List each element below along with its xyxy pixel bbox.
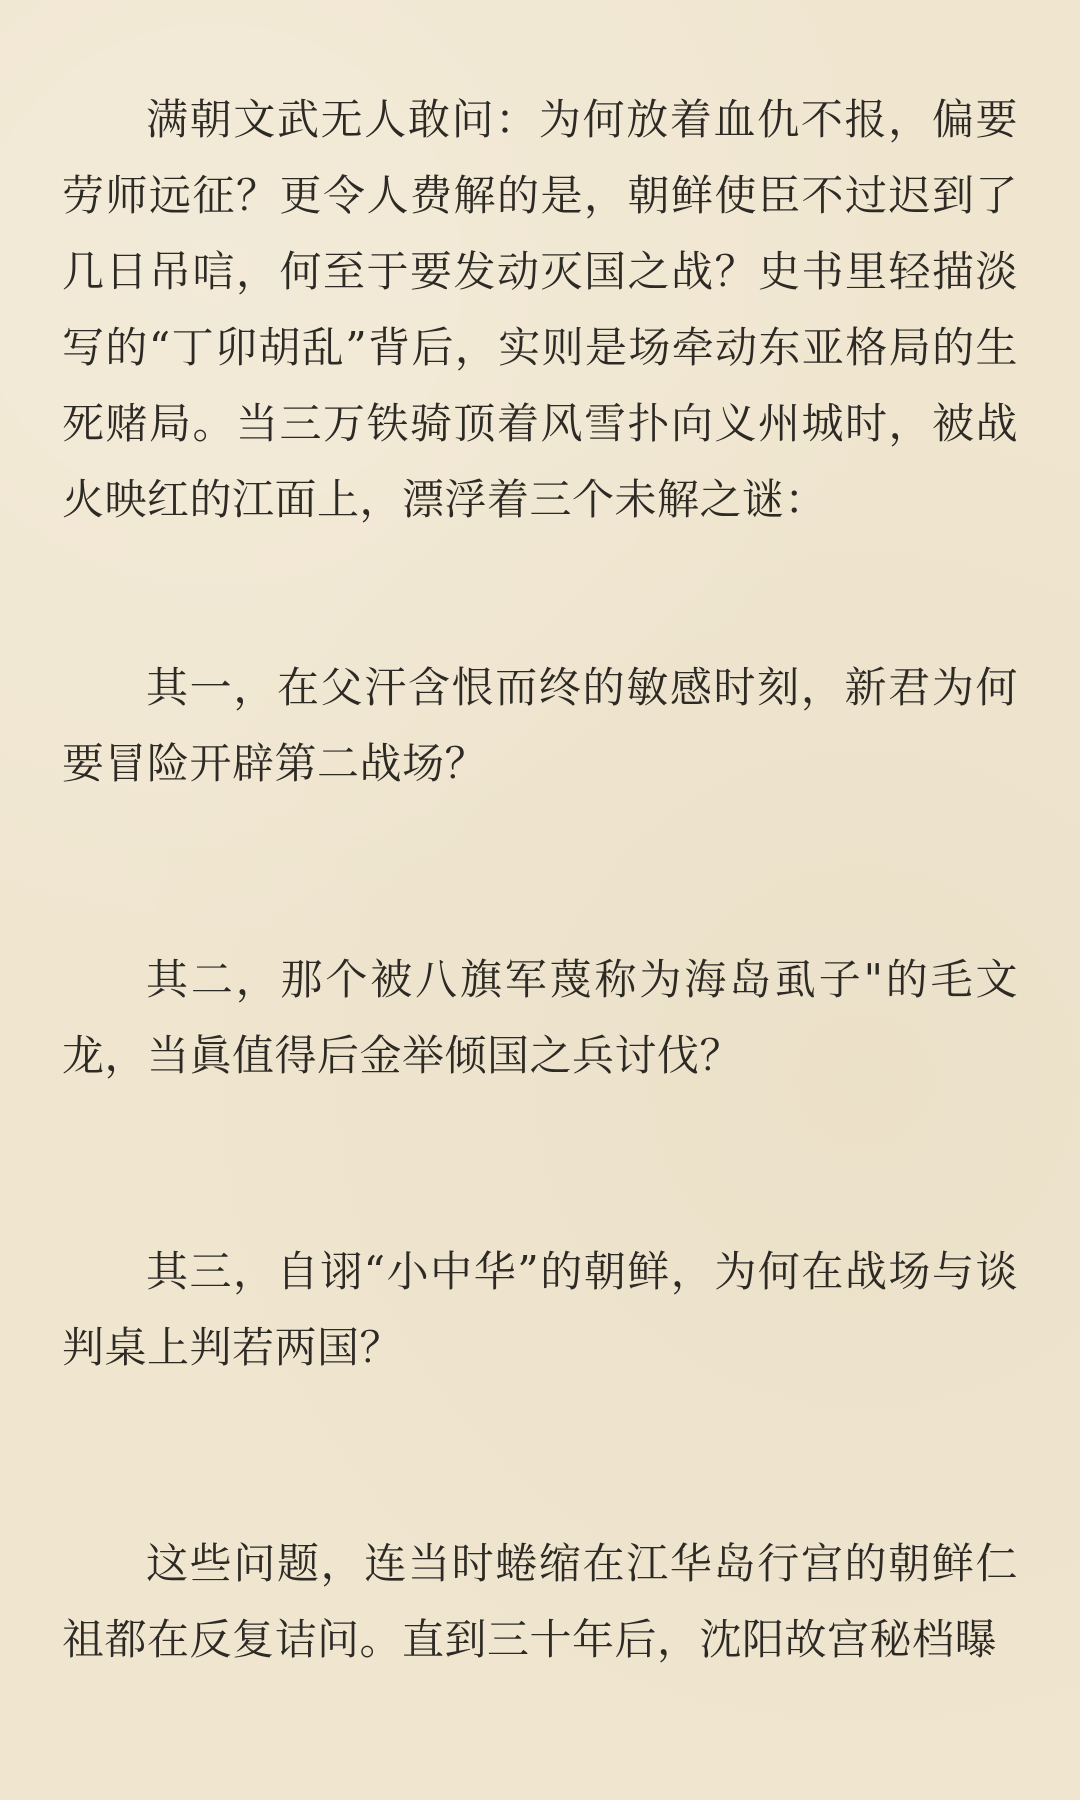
article-paragraph-5: 这些问题，连当时蜷缩在江华岛行宫的朝鲜仁祖都在反复诘问。直到三十年后，沈阳故宫秘档曝 (62, 1539, 1018, 1664)
article-paragraph-3: 其二，那个被八旗军蔑称为海岛虱子"的毛文龙，当眞值得后金举倾国之兵讨伐？ (62, 955, 1018, 1080)
article-paragraph-1: 满朝文武无人敢问：为何放着血仇不报，偏要劳师远征？更令人费解的是，朝鲜使臣不过迟到了几日吊唁，何至于要发动灭国之战？史书里轻描淡写的“丁卯胡乱”背后，实则是场牵动东亚格局的生死赌局。当三万铁骑顶着风雪扑向义州城时，被战火映红的江面上，漂浮着三个未解之谜： (62, 95, 1018, 524)
paragraph-spacer (62, 538, 1018, 650)
article-paragraph-2: 其一，在父汗含恨而终的敏感时刻，新君为何要冒险开辟第二战场？ (62, 663, 1018, 788)
paragraph-spacer (62, 1094, 1018, 1234)
paragraph-spacer (62, 802, 1018, 942)
paragraph-spacer (62, 1386, 1018, 1526)
article-paragraph-4: 其三，自诩“小中华”的朝鲜，为何在战场与谈判桌上判若两国？ (62, 1247, 1018, 1372)
